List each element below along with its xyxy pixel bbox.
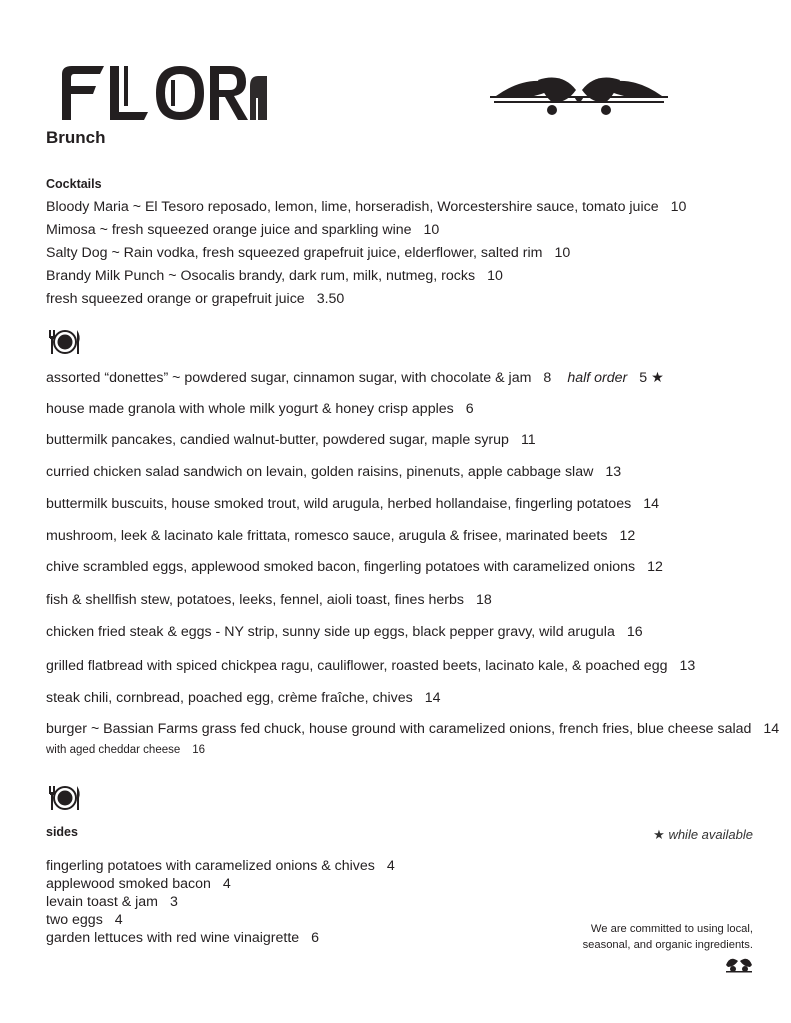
menu-item [46,496,659,512]
item-price: 6 [465,401,474,417]
item-text: buttermilk pancakes, candied walnut-butter, powdered sugar, maple syrup [46,432,509,448]
item-text: two eggs [46,912,103,928]
side-item [46,876,231,892]
item-price: 13 [679,658,696,674]
cocktail-item [46,291,344,307]
item-price: 10 [670,199,687,215]
side-item [46,894,178,910]
item-text: Salty Dog ~ Rain vodka, fresh squeezed grapefruit juice, elderflower, salted rim [46,245,543,261]
item-price: 14 [424,690,441,706]
sourcing-line: We are committed to using local, [590,923,753,935]
menu-item [46,432,536,448]
item-text: fresh squeezed orange or grapefruit juice [46,291,305,307]
item-text: Brandy Milk Punch ~ Osocalis brandy, dark rum, milk, nutmeg, rocks [46,268,476,284]
menu-item [46,401,474,417]
item-price: 4 [114,912,123,928]
item-price: 8 [543,370,552,386]
item-price: 10 [554,245,571,261]
item-text: grilled flatbread with spiced chickpea ragu, cauliflower, roasted beets, lacinato kale, & poached egg [46,658,668,674]
item-text: assorted “donettes” ~ powdered sugar, cinnamon sugar, with chocolate & jam [46,370,532,386]
item-price: 14 [643,496,659,512]
menu-title: Brunch [46,128,106,147]
item-price: 12 [647,559,663,575]
item-price: 11 [520,432,536,448]
item-price: 6 [311,930,320,946]
menu-item [46,690,441,706]
side-item [46,930,319,946]
item-text: curried chicken salad sandwich on levain, golden raisins, pinenuts, apple cabbage slaw [46,464,594,480]
item-price: 10 [423,222,440,238]
plate-cutlery-icon [48,328,82,356]
menu-item [46,370,664,386]
item-price: 14 [763,721,780,737]
side-item [46,858,395,874]
half-order-price: 5 [639,370,648,386]
menu-item [46,464,621,480]
while-available-note [653,827,753,843]
item-text: applewood smoked bacon [46,876,211,892]
half-order-label: half order [567,370,628,386]
menu-item [46,658,695,674]
item-text: steak chili, cornbread, poached egg, crème fraîche, chives [46,690,413,706]
small-ornament-icon [724,955,754,973]
item-text: house made granola with whole milk yogurt & honey crisp apples [46,401,454,417]
burger-note [46,744,205,756]
item-text: mushroom, leek & lacinato kale frittata, romesco sauce, arugula & frisee, marinated beets [46,528,608,544]
while-available-text: while available [668,827,753,842]
item-text: buttermilk buscuits, house smoked trout, wild arugula, herbed hollandaise, fingerling potatoes [46,496,632,512]
sourcing-line: seasonal, and organic ingredients. [582,939,753,951]
item-price: 12 [619,528,636,544]
cocktails-heading: Cocktails [46,177,102,191]
menu-item [46,721,779,737]
note-text: with aged cheddar cheese [46,744,181,756]
item-text: levain toast & jam [46,894,158,910]
item-text: burger ~ Bassian Farms grass fed chuck, house ground with caramelized onions, french fries, blue cheese salad [46,721,752,737]
item-price: 3.50 [316,291,345,307]
flora-logo [58,64,268,122]
menu-item [46,592,492,608]
item-price: 18 [475,592,492,608]
item-price: 4 [386,858,395,874]
sourcing-statement [583,921,753,953]
cocktail-item [46,245,570,261]
sides-heading: sides [46,825,78,839]
item-text: Bloody Maria ~ El Tesoro reposado, lemon, lime, horseradish, Worcestershire sauce, tomato juice [46,199,659,215]
item-text: fingerling potatoes with caramelized onions & chives [46,858,375,874]
star-icon: ★ [651,370,664,386]
lotus-ornament-icon [490,74,668,118]
cocktail-item [46,268,503,284]
note-price: 16 [192,744,206,756]
side-item [46,912,123,928]
item-text: fish & shellfish stew, potatoes, leeks, fennel, aioli toast, fines herbs [46,592,464,608]
item-text: chicken fried steak & eggs - NY strip, sunny side up eggs, black pepper gravy, wild arugula [46,624,615,640]
item-text: Mimosa ~ fresh squeezed orange juice and sparkling wine [46,222,412,238]
item-text: chive scrambled eggs, applewood smoked bacon, fingerling potatoes with caramelized onions [46,559,636,575]
menu-item [46,528,635,544]
item-price: 16 [626,624,643,640]
item-price: 10 [487,268,503,284]
menu-item [46,624,643,640]
plate-cutlery-icon [48,784,82,812]
item-price: 13 [605,464,622,480]
star-icon: ★ [653,827,665,842]
cocktail-item [46,199,686,215]
item-text: garden lettuces with red wine vinaigrette [46,930,300,946]
cocktail-item [46,222,439,238]
item-price: 3 [169,894,178,910]
menu-item [46,559,663,575]
item-price: 4 [222,876,231,892]
